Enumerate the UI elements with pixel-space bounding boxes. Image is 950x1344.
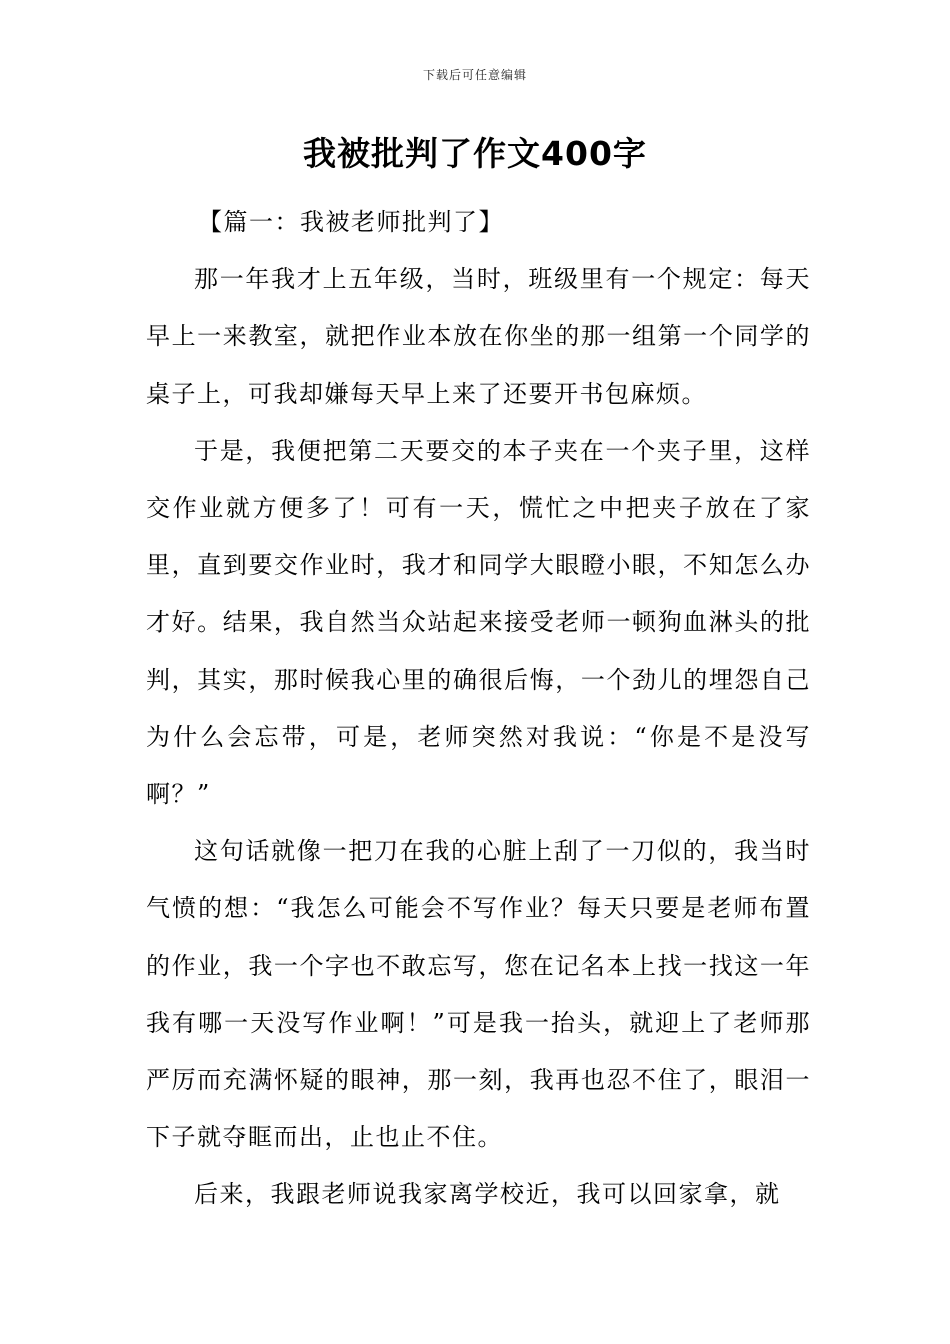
section-heading: 【篇一：我被老师批判了】	[198, 208, 504, 236]
paragraph-2: 于是，我便把第二天要交的本子夹在一个夹子里，这样交作业就方便多了！可有一天，慌忙之中把夹子放在了家里，直到要交作业时，我才和同学大眼瞪小眼，不知怎么办才好。结果，我自然当众站起来接受老师一顿狗血淋头的批判，其实，那时候我心里的确很后悔，一个劲儿的埋怨自己为什么会忘带，可是，老师突然对我说：“你是不是没写啊？”	[146, 436, 811, 809]
document-body	[146, 194, 811, 1224]
header-note: 下载后可任意编辑	[422, 68, 527, 82]
paragraph-1: 那一年我才上五年级，当时，班级里有一个规定：每天早上一来教室，就把作业本放在你坐的那一组第一个同学的桌子上，可我却嫌每天早上来了还要开书包麻烦。	[146, 265, 811, 408]
paragraph-3: 这句话就像一把刀在我的心脏上刮了一刀似的，我当时气愤的想：“我怎么可能会不写作业？每天只要是老师布置的作业，我一个字也不敢忘写，您在记名本上找一找这一年我有哪一天没写作业啊！”可是我一抬头，就迎上了老师那严厉而充满怀疑的眼神，那一刻，我再也忍不住了，眼泪一下子就夺眶而出，止也止不住。	[146, 837, 811, 1152]
paragraph-4: 后来，我跟老师说我家离学校近，我可以回家拿，就	[194, 1180, 781, 1209]
document-title: 我被批判了作文400字	[303, 134, 647, 173]
